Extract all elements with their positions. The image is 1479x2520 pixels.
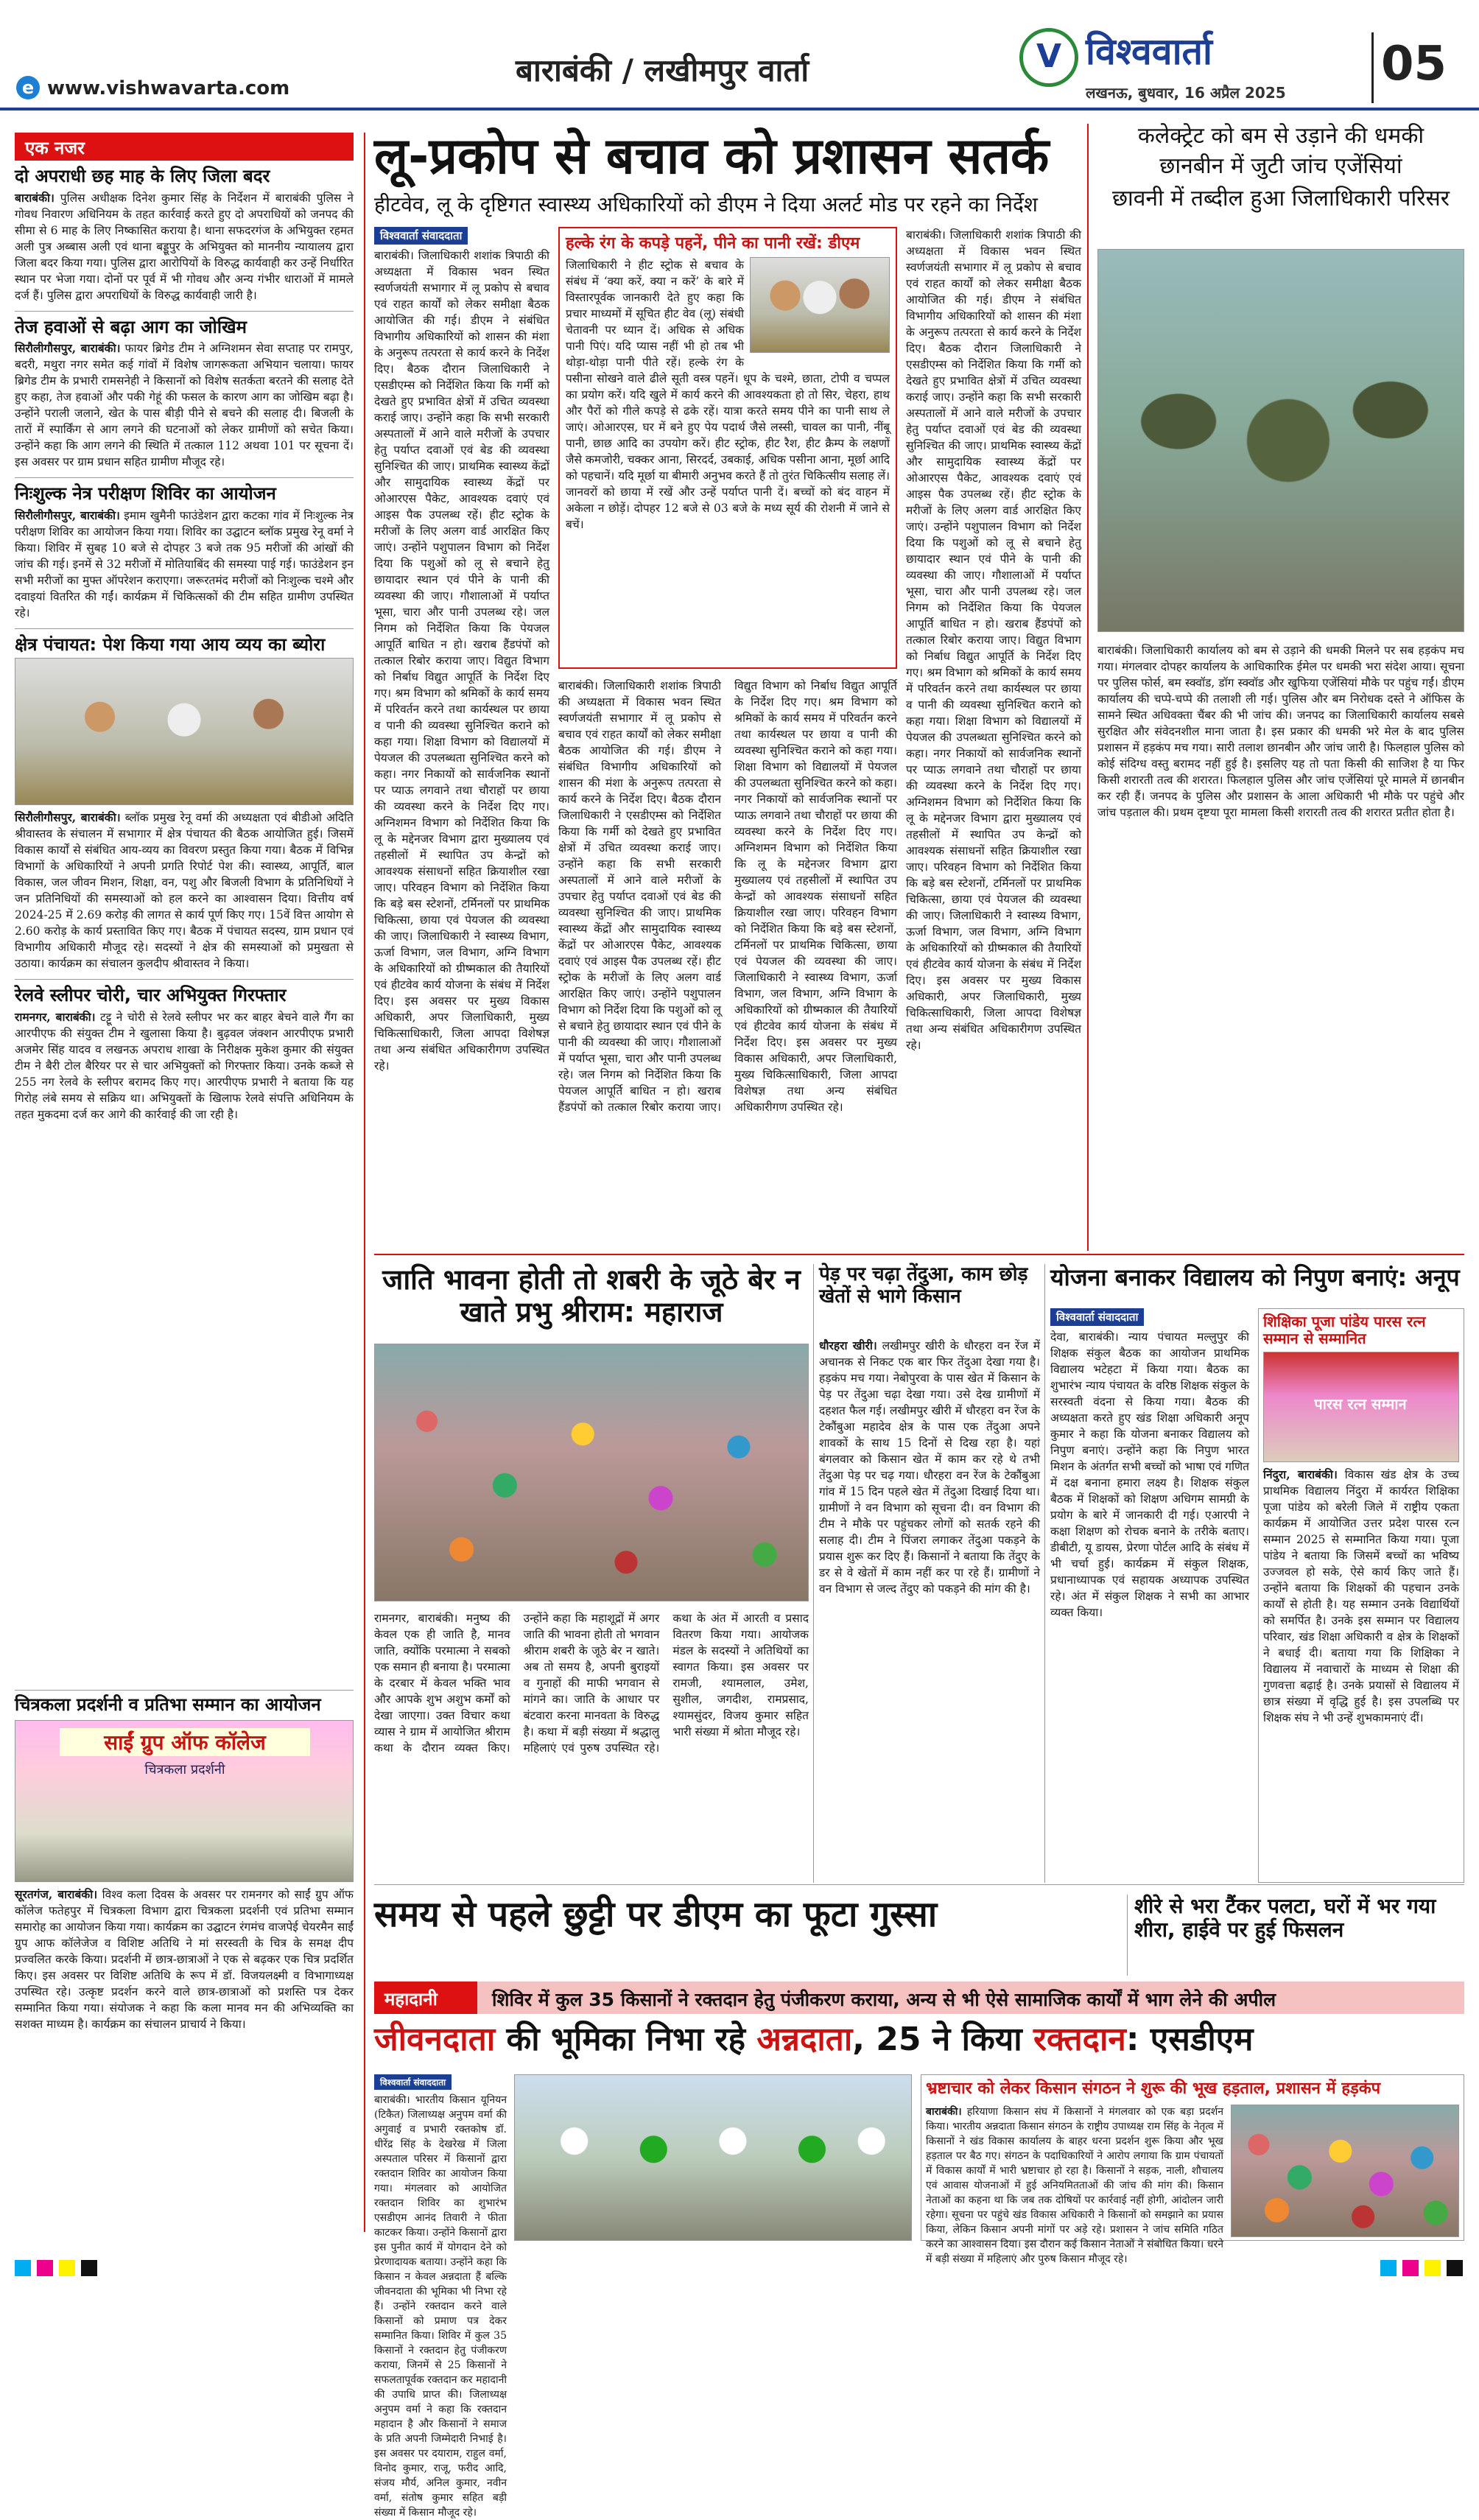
lead-box-body: जिलाधिकारी ने हीट स्ट्रोक से बचाव के संबंध में ‘क्या करें, क्या न करें’ के बारे में विस्तारपूर्वक जानकारी देते हुए कहा कि प्रचार माध्यमों में सूचित हीट वेव (लू) संबंधी चेतावनी पर ध्यान दें। अधिक से अधिक पानी पिएं। यदि प्यास नहीं भी हो तब भी थोड़ा-थोड़ा पानी पीते रहें। हल्के रंग के पसीना सोखने वाले ढीले सूती वस्त्र पहनें। धूप के चश्मे, छाता, टोपी व चप्पल का प्रयोग करें। यदि खुले में कार्य करने की आवश्यकता हो तो सिर, चेहरा, हाथ और पैरों को गीले कपड़े से ढके रहें। यात्रा करते समय पीने का पानी साथ ले जाएं। ओआरएस, घर में बने हुए पेय पदार्थ जैसे लस्सी, चावल का पानी, नींबू पानी, छाछ आदि का उपयोग करें। हीट स्ट्रोक, हीट रैश, हीट क्रैम्प के लक्षणों जैसे कमजोरी, चक्कर आना, सिरदर्द, उबकाई, अधिक पसीना आना, मूर्छा आदि को पहचानें। यदि मूर्छा या बीमारी अनुभव करते हैं तो तुरंत चिकित्सीय सलाह लें। जानवरों को छाया में रखें और उन्हें पर्याप्त पानी दें। बच्चों को बंद वाहन में अकेला न छोड़ें। दोपहर 12 बजे से 03 बजे के मध्य सूर्य की रोशनी में जाने से बचें। [566,259,890,532]
blood-byline: विश्ववार्ता संवाददाता [374,2074,452,2090]
blood-body-area [374,2074,912,2519]
nipun-story [1050,1264,1464,1883]
blood-headline-p3: अन्नदाता [756,2021,853,2058]
divider [15,628,354,629]
left-news-column [15,133,354,2239]
brief-item [15,635,354,972]
blood-headline [374,2021,1464,2059]
blood-headline-p1: जीवनदाता [374,2021,496,2058]
blood-story [374,2021,1464,2073]
lead-right-rule [1087,124,1089,1251]
brief-body: फायर ब्रिगेड टीम ने अग्निशमन सेवा सप्ताह पर रामपुर, बदरी, मथुरा नगर समेत कई गांवों में विशेष जागरूकता अभियान चलाया। फायर ब्रिगेड टीम के प्रभारी रामसनेही ने किसानों को विशेष सतर्कता बरतने की सलाह देते हुए कहा, तेज हवाओं और पकी गेहूं की फसल के कारण आग का जोखिम बढ़ा है। उन्होंने पराली जलाने, खेत के पास बीड़ी पीने से बचने की सलाह दी। बिजली के तारों में स्पार्किंग से आग लगने की घटनाओं को लेकर ग्रामीणों को सचेत किया। उन्होंने कहा कि आग लगने की स्थिति में तत्काल 112 अथवा 101 पर सूचना दें। इस अवसर पर ग्राम प्रधान सहित ग्रामीण मौजूद रहे। [15,342,354,469]
blood-left [374,2074,507,2519]
blood-headline-p6: : एसडीएम [1125,2021,1254,2058]
divider [15,311,354,312]
strike-body: हरियाणा किसान संघ में किसानों ने मंगलवार को एक बड़ा प्रदर्शन किया। भारतीय अन्नदाता किसान संगठन के राष्ट्रीय उपाध्यक्ष राम सिंह के नेतृत्व में किसानों ने खंड विकास कार्यालय के बाहर धरना प्रदर्शन शुरू किया और भूख हड़ताल पर बैठ गए। संगठन के पदाधिकारियों ने आरोप लगाया कि ग्राम पंचायतों में विकास कार्यों में भारी भ्रष्टाचार हो रहा है। किसानों ने सड़क, नाली, शौचालय एवं आवास योजनाओं में हुई अनियमितताओं की जांच की मांग की। किसान नेताओं का कहना था कि जब तक दोषियों पर कार्रवाई नहीं होगी, आंदोलन जारी रहेगा। सूचना पर पहुंचे खंड विकास अधिकारी ने किसानों को समझाने का प्रयास किया, लेकिन किसान अपनी मांगों पर अड़े रहे। प्रशासन ने जांच समिति गठित करने का आश्वासन दिया। इस दौरान कई किसान नेताओं ने संबोधित किया। धरने में बड़ी संख्या में महिलाएं और पुरुष किसान मौजूद रहे। [926,2106,1223,2265]
threat-headline-3: छावनी में तब्दील हुआ जिलाधिकारी परिसर [1111,186,1450,211]
brief-body: टट्टू ने चोरी से रेलवे स्लीपर भर कर बाहर बेचने वाले गैंग का आरपीएफ की संयुक्त टीम ने खुलासा किया है। बुढ़वल जंक्शन आरपीएफ प्रभारी अजमेर सिंह यादव व लखनऊ अपराध शाखा के निरीक्षक मुकेश कुमार की संयुक्त टीम ने बैरी टोल बैरियर पर से चार अभियुक्तों को गिरफ्तार किया। उनके कब्जे से 255 नग रेलवे के स्लीपर बरामद किए गए। आरपीएफ प्रभारी ने बताया कि यह गिरोह लंबे समय से सक्रिय था। अभियुक्तों के खिलाफ रेलवे संपत्ति अधिनियम के तहत मुकदमा दर्ज कर आगे की कार्रवाई की जा रही है। [15,1010,354,1121]
brief-text-wrap [15,810,354,972]
nipun-headline: योजना बनाकर विद्यालय को निपुण बनाएं: अनूप [1050,1263,1460,1291]
brief-place: सिरौलीगौसपुर, बाराबंकी। [15,810,121,825]
leopard-story [819,1264,1040,1883]
lead-box [558,227,897,669]
mid-rule [374,1884,1464,1885]
lead-body-cont: बाराबंकी। जिलाधिकारी शशांक त्रिपाठी की अध्यक्षता में विकास भवन स्थित स्वर्णजयंती सभागार में लू प्रकोप से बचाव एवं राहत कार्यों को लेकर समीक्षा बैठक आयोजित की गई। डीएम ने संबंधित विभागीय अधिकारियों को शासन की मंशा के अनुरूप तत्परता से कार्य करने के निर्देश दिए। बैठक दौरान जिलाधिकारी ने एसडीएम्स को निर्देशित किया कि गर्मी को देखते हुए प्रभावित क्षेत्रों में उचित व्यवस्था कराई जाए। उन्होंने कहा कि सभी सरकारी अस्पतालों में आने वाले मरीजों के उपचार हेतु पर्याप्त दवाओं एवं बेड की व्यवस्था सुनिश्चित की जाए। प्राथमिक स्वास्थ्य केंद्रों और सामुदायिक स्वास्थ्य केंद्रों पर ओआरएस पैकेट, आवश्यक दवाएं एवं आइस पैक उपलब्ध रहें। हीट स्ट्रोक के मरीजों के लिए अलग वार्ड आरक्षित किए जाएं। उन्होंने पशुपालन विभाग को निर्देश दिया कि पशुओं को लू से बचाने हेतु छायादार स्थान एवं पीने के पानी की व्यवस्था की जाए। गौशालाओं में पर्याप्त भूसा, चारा और पानी उपलब्ध रहे। जल निगम को निर्देशित किया कि पेयजल आपूर्ति बाधित न हो। खराब हैंडपंपों को तत्काल रिबोर कराया जाए। विद्युत विभाग को निर्बाध विद्युत आपूर्ति के निर्देश दिए गए। श्रम विभाग को श्रमिकों के कार्य समय में परिवर्तन करने तथा कार्यस्थल पर छाया व पानी की व्यवस्था सुनिश्चित कराने को कहा गया। शिक्षा विभाग को विद्यालयों में पेयजल की उपलब्धता सुनिश्चित करने को कहा। नगर निकायों को सार्वजनिक स्थानों पर प्याऊ लगवाने तथा चौराहों पर छाया की व्यवस्था करने के निर्देश दिए गए। अग्निशमन विभाग को निर्देशित किया कि लू के मद्देनजर विभाग द्वारा मुख्यालय एवं तहसीलों में स्थापित उप केन्द्रों को आवश्यक संसाधनों सहित क्रियाशील रखा जाए। परिवहन विभाग को निर्देशित किया कि बड़े बस स्टेशनों, टर्मिनलों पर प्राथमिक चिकित्सा, छाया एवं पेयजल की व्यवस्था की जाए। जिलाधिकारी ने स्वास्थ्य विभाग, ऊर्जा विभाग, जल विभाग, अग्नि विभाग के अधिकारियों को ग्रीष्मकाल की तैयारियों एवं हीटवेव कार्य योजना के संबंध में निर्देश दिए। इस अवसर पर मुख्य विकास अधिकारी, अपर जिलाधिकारी, मुख्य चिकित्साधिकारी, जिला आपदा विशेषज्ञ तथा अन्य संबंधित अधिकारीगण उपस्थित रहे। [558,679,897,1114]
website-badge[interactable] [16,76,296,102]
ticker-text: शिविर में कुल 35 किसानों ने रक्तदान हेतु पंजीकरण कराया, अन्य से भी ऐसे सामाजिक कार्यों में भाग लेने की अपील [492,1989,1276,2010]
left-item-painting [15,1690,354,2235]
brief-text-wrap [15,1009,354,1123]
magenta-swatch [37,2260,53,2276]
ek-nazar-label: एक नजर [25,138,85,158]
tanker-rule [1127,1895,1128,1976]
brief-body: पुलिस अधीक्षक दिनेश कुमार सिंह के निर्देशन में बाराबंकी पुलिस ने गोवध निवारण अधिनियम के तहत कार्रवाई करते हुए दो अपराधियों को जनपद की सीमा से 6 माह के लिए निष्कासित कराया है। थाना सफदरगंज के अभियुक्त रहमत अली पुत्र अब्बास अली एवं थाना बड्डूपुर के अभियुक्त को माननीय न्यायालय द्वारा जिला बदर किया गया। पुलिस द्वारा आरोपियों के विरुद्ध कार्यवाही कर उन्हें निर्धारित स्थान पर भेजा गया। दोनों पर पूर्व में भी गोवध और अन्य गंभीर धाराओं में मामले दर्ज हैं। पुलिस द्वारा अपराधियों के विरुद्ध कार्यवाही जारी है। [15,191,354,302]
threat-headline-2: छानबीन में जुटी जांच एजेंसियां [1159,152,1402,179]
nipun-byline: विश्ववार्ता संवाददाता [1050,1308,1144,1326]
lead-body-wrap [374,227,1081,1243]
brief-place: सूरतगंज, बाराबंकी। [15,1887,98,1901]
ticker-label-text: महादानी [384,1989,438,2010]
threat-story [1097,124,1464,1251]
yellow-swatch [59,2260,75,2276]
college-banner-photo [15,1720,354,1882]
shabri-rule [813,1264,814,1883]
blood-headline-p4: , 25 ने किया [852,2021,1022,2058]
leopard-body: लखीमपुर खीरी के धौरहरा वन रेंज में अचानक से निकट एक बार फिर तेंदुआ देखा गया है। हड़कंप मच गया। नेबोपुरवा के पास खेत में किसान के पेड़ पर तेंदुआ चढ़ा देखा गया। उसे देख ग्रामीणों में दहशत फैल गई। लखीमपुर खीरी में धौरहरा वन रेंज के टेकौंबुआ महादेव क्षेत्र के पास एक तेंदुआ अपने शावकों के साथ 15 दिनों से दिख रहा है। यहां बंगलवार को किसान खेत में काम कर रहे थे तभी तेंदुआ पेड़ पर चढ़ गया। धौरहरा वन रेंज के टेकौंबुआ गांव में 15 दिन पहले खेत में तेंदुआ दिखाई दिया था। ग्रामीणों ने वन विभाग को सूचना दी। वन विभाग की टीम ने मौके पर पहुंचकर लोगों को सतर्क रहने की सलाह दी। टीम ने पिंजरा लगाकर तेंदुआ पकड़ने के प्रयास शुरू कर दिए हैं। किसानों ने बताया कि तेंदुए के डर से वे खेतों में काम नहीं कर पा रहे हैं। ग्रामीणों ने वन विभाग से जल्द तेंदुए को पकड़ने की मांग की है। [819,1339,1040,1596]
shabri-story [374,1264,809,1883]
leopard-place: धौरहरा खीरी। [819,1338,877,1352]
dm-angry-headline: समय से पहले छुट्टी पर डीएम का फूटा गुस्सा [374,1894,938,1935]
brief-body: ब्लॉक प्रमुख रेनू वर्मा की अध्यक्षता एवं बीडीओ अदिति श्रीवास्तव के संचालन में सभागार में क्षेत्र पंचायत की बैठक आयोजित हुई। जिसमें विकास कार्यों से संबंधित आय-व्यय का विवरण प्रस्तुत किया गया। बैठक में विभिन्न विभागों के अधिकारियों ने अपनी प्रगति रिपोर्ट पेश की। स्वास्थ्य, आपूर्ति, बाल विकास, जल जीवन मिशन, शिक्षा, वन, पशु और बिजली विभाग के प्रतिनिधियों ने जन प्रतिनिधियों की समस्याओं को हल करने का आश्वासन दिया। वित्तीय वर्ष 2024-25 में 2.69 करोड़ की लागत से कार्य पूर्ण किए गए। 15वें वित्त आयोग से 2.60 करोड़ के कार्य प्रस्तावित किए गए। बैठक में पंचायत सदस्य, ग्राम प्रधान एवं विभागीय अधिकारी मौजूद रहे। सदस्यों ने क्षेत्र की समस्याओं को प्रमुखता से उठाया। कार्यक्रम का संचालन कुलदीप श्रीवास्तव ने किया। [15,811,354,971]
black-swatch [1447,2260,1463,2276]
katha-crowd-photo [374,1344,809,1601]
strike-photo [1231,2105,1459,2237]
brief-text-wrap [15,508,354,621]
threat-body: बाराबंकी। जिलाधिकारी कार्यालय को बम से उड़ाने की धमकी मिलने पर सब हड़कंप मच गया। मंगलवार दोपहर कार्यालय के आधिकारिक ईमेल पर धमकी भरा संदेश आया। सूचना पर पुलिस फोर्स, बम स्क्वॉड, डॉग स्क्वॉड और खुफिया एजेंसियां मौके पर पहुंच गईं। डीएम कार्यालय की चप्पे-चप्पे की तलाशी ली गई। पुलिस और बम निरोधक दस्ते ने ऑफिस के सामने स्थित अधिवक्ता चैंबर की भी जांच की। जनपद का जिलाधिकारी कार्यालय सबसे सुरक्षित और संवेदनशील माना जाता है। इस प्रकार की धमकी भरे मेल के बाद पुलिस प्रशासन में हड़कंप मच गया। सारी तलाश छानबीन और जांच जारी है। फिलहाल पुलिस को कोई संदिग्ध वस्तु बरामद नहीं हुई है। इसलिए यह तो पता किसी की साजिश है या फिर किसी शरारती तत्व की शरारत। फिलहाल पुलिस और जांच एजेंसियां पूरे मामले में छानबीन कर रही हैं। जनपद के पुलिस और प्रशासन के आला अधिकारी भी मौके पर पहुंचे और जांच पड़ताल की। प्रथम दृष्टया पूरा मामला किसी शरारती तत्व की शरारत प्रतीत होता है। [1097,644,1464,819]
left-items [15,166,354,1684]
nipun-body: देवा, बाराबंकी। न्याय पंचायत मल्लुपुर की शिक्षक संकुल बैठक का आयोजन प्राथमिक विद्यालय भटेहटा में किया गया। बैठक का शुभारंभ न्याय पंचायत के वरिष्ठ शिक्षक संकुल के सरस्वती वंदना से किया गया। बैठक की अध्यक्षता करते हुए खंड शिक्षा अधिकारी अनूप कुमार ने कहा कि योजना बनाकर विद्यालय को निपुण बनाएं। उन्होंने कहा कि निपुण भारत मिशन के अंतर्गत सभी बच्चों को भाषा एवं गणित में दक्ष बनाना हमारा लक्ष्य है। शिक्षक संकुल बैठक में शिक्षकों को शिक्षण अधिगम सामग्री के प्रयोग के बारे में जानकारी दी गई। एआरपी ने कक्षा शिक्षण को रोचक बनाने के तरीके बताए। डीबीटी, यू डायस, प्रेरणा पोर्टल आदि के संबंध में भी चर्चा हुई। कार्यक्रम में संकुल शिक्षक, प्रधानाध्यापक एवं सहायक अध्यापक उपस्थित रहे। अंत में संकुल शिक्षक ने सभी का आभार व्यक्त किया। [1050,1330,1249,1619]
lead-body-cont: बाराबंकी। जिलाधिकारी शशांक त्रिपाठी की अध्यक्षता में विकास भवन स्थित स्वर्णजयंती सभागार में लू प्रकोप से बचाव एवं राहत कार्यों को लेकर समीक्षा बैठक आयोजित की गई। डीएम ने संबंधित विभागीय अधिकारियों को शासन की मंशा के अनुरूप तत्परता से कार्य करने के निर्देश दिए। बैठक दौरान जिलाधिकारी ने एसडीएम्स को निर्देशित किया कि गर्मी को देखते हुए प्रभावित क्षेत्रों में उचित व्यवस्था कराई जाए। उन्होंने कहा कि सभी सरकारी अस्पतालों में आने वाले मरीजों के उपचार हेतु पर्याप्त दवाओं एवं बेड की व्यवस्था सुनिश्चित की जाए। प्राथमिक स्वास्थ्य केंद्रों और सामुदायिक स्वास्थ्य केंद्रों पर ओआरएस पैकेट, आवश्यक दवाएं एवं आइस पैक उपलब्ध रहें। हीट स्ट्रोक के मरीजों के लिए अलग वार्ड आरक्षित किए जाएं। उन्होंने पशुपालन विभाग को निर्देश दिया कि पशुओं को लू से बचाने हेतु छायादार स्थान एवं पीने के पानी की व्यवस्था की जाए। गौशालाओं में पर्याप्त भूसा, चारा और पानी उपलब्ध रहे। जल निगम को निर्देशित किया कि पेयजल आपूर्ति बाधित न हो। खराब हैंडपंपों को तत्काल रिबोर कराया जाए। विद्युत विभाग को निर्बाध विद्युत आपूर्ति के निर्देश दिए गए। श्रम विभाग को श्रमिकों के कार्य समय में परिवर्तन करने तथा कार्यस्थल पर छाया व पानी की व्यवस्था सुनिश्चित कराने को कहा गया। शिक्षा विभाग को विद्यालयों में पेयजल की उपलब्धता सुनिश्चित करने को कहा। नगर निकायों को सार्वजनिक स्थानों पर प्याऊ लगवाने तथा चौराहों पर छाया की व्यवस्था करने के निर्देश दिए गए। अग्निशमन विभाग को निर्देशित किया कि लू के मद्देनजर विभाग द्वारा मुख्यालय एवं तहसीलों में स्थापित उप केन्द्रों को आवश्यक संसाधनों सहित क्रियाशील रखा जाए। परिवहन विभाग को निर्देशित किया कि बड़े बस स्टेशनों, टर्मिनलों पर प्राथमिक चिकित्सा, छाया एवं पेयजल की व्यवस्था की जाए। जिलाधिकारी ने स्वास्थ्य विभाग, ऊर्जा विभाग, जल विभाग, अग्नि विभाग के अधिकारियों को ग्रीष्मकाल की तैयारियों एवं हीटवेव कार्य योजना के संबंध में निर्देश दिए। इस अवसर पर मुख्य विकास अधिकारी, अपर जिलाधिकारी, मुख्य चिकित्साधिकारी, जिला आपदा विशेषज्ञ तथा अन्य संबंधित अधिकारीगण उपस्थित रहे। [906,228,1081,1052]
nipun-left [1050,1308,1249,1883]
leopard-headline: पेड़ पर चढ़ा तेंदुआ, काम छोड़ खेतों से भागे किसान [819,1263,1028,1308]
meeting-photo [15,658,354,805]
brief-title: रेलवे स्लीपर चोरी, चार अभियुक्त गिरफ्तार [15,985,287,1006]
banner-sub: चित्रकला प्रदर्शनी [144,1761,225,1777]
tanker-story [1134,1895,1464,1976]
threat-text-wrap [1097,642,1464,1246]
brief-title: निःशुल्क नेत्र परीक्षण शिविर का आयोजन [15,483,276,505]
ek-nazar-tag [15,133,354,161]
brief-place: रामनगर, बाराबंकी। [15,1009,96,1024]
dateline: लखनऊ, बुधवार, 16 अप्रैल 2025 [1086,84,1286,102]
shabri-body: रामनगर, बाराबंकी। मनुष्य की केवल एक ही जाति है, मानव जाति, क्योंकि परमात्मा ने सबको एक समान ही बनाया है। परमात्मा के दरबार में केवल भक्ति भाव और आपके शुभ अशुभ कर्मों को देखा जाएगा। उक्त विचार कथा व्यास ने ग्राम में आयोजित श्रीराम कथा के दौरान व्यक्त किए। उन्होंने कहा कि महाशूद्रों में अगर जाति की भावना होती तो भगवान श्रीराम शबरी के जूठे बेर न खाते। अब तो समय है, अपनी बुराइयों व गुनाहों की माफी भगवान से मांगने का। जाति के आधार पर बंटवारा करना मानवता के विरुद्ध है। कथा में बड़ी संख्या में श्रद्धालु महिलाएं एवं पुरुष उपस्थित रहे। कथा के अंत में आरती व प्रसाद वितरण किया गया। आयोजक मंडल के सदस्यों ने अतिथियों का स्वागत किया। इस अवसर पर रामजी, श्यामलाल, उमेश, सुशील, जगदीश, रामप्रसाद, श्यामसुंदर, विजय कुमार सहित भारी संख्या में श्रोता मौजूद रहे। [374,1612,809,1755]
brief-text-wrap [15,1887,354,2032]
brief-text-wrap [15,190,354,303]
lead-col-a [374,227,549,1243]
yellow-swatch [1424,2260,1441,2276]
divider [15,477,354,478]
lead-col-b [558,678,897,1238]
page-number-value: 05 [1381,37,1447,91]
black-swatch [81,2260,97,2276]
pooja-place: निंदुरा, बाराबंकी। [1263,1467,1338,1481]
tanker-headline: शीरे से भरा टैंकर पलटा, घरों में भर गया शीरा, हाईवे पर हुई फिसलन [1134,1894,1436,1942]
brief-title: दो अपराधी छह माह के लिए जिला बदर [15,166,270,186]
leopard-rule [1044,1264,1045,1883]
blood-donation-photo [514,2074,912,2241]
dm-angry-story [374,1895,1123,1976]
award-photo [1263,1352,1459,1462]
blood-headline-p5: रक्तदान [1033,2021,1126,2058]
masthead [0,0,1479,110]
strike-text-wrap [926,2105,1223,2265]
brief-item [15,986,354,1123]
cyan-swatch [15,2260,31,2276]
web-icon: e [16,76,40,99]
brief-title: चित्रकला प्रदर्शनी व प्रतिभा सम्मान का आयोजन [15,1694,321,1715]
pooja-headline: शिक्षिका पूजा पांडेय पारस रत्न सम्मान से सम्मानित [1263,1313,1426,1347]
logo-letter: V [1036,38,1062,75]
pooja-text-wrap [1263,1467,1459,1726]
brief-title: क्षेत्र पंचायत: पेश किया गया आय व्यय का ब्योरा [15,633,326,655]
lead-subhead: हीटवेव, लू के दृष्टिगत स्वास्थ्य अधिकारियों को डीएम ने दिया अलर्ट मोड पर रहने का निर्देश [374,192,1038,217]
brief-item [15,166,354,303]
strike-story [921,2074,1464,2265]
brief-body: इमाम खुमैनी फाउंडेशन द्वारा कटका गांव में निःशुल्क नेत्र परीक्षण शिविर का आयोजन किया गया। शिविर का उद्घाटन ब्लॉक प्रमुख रेनू वर्मा ने किया। शिविर में सुबह 10 बजे से दोपहर 3 बजे तक 95 मरीजों की आंखों की जांच की गई। इनमें से 32 मरीजों में मोतियाबिंद की समस्या पाई गई। फाउंडेशन इन सभी मरीजों का मुफ्त ऑपरेशन कराएगा। जरूरतमंद मरीजों को निःशुल्क चश्मे और दवाइयां वितरित की गईं। कार्यक्रम में चिकित्सकों की टीम सहित ग्रामीण उपस्थित रहे। [15,508,354,620]
divider [15,979,354,980]
shabri-headline: जाति भावना होती तो शबरी के जूठे बेर न खाते प्रभु श्रीराम: महाराज [382,1263,801,1328]
threat-headline-1: कलेक्ट्रेट को बम से उड़ाने की धमकी [1137,123,1424,149]
brief-place: सिरौलीगौसपुर, बाराबंकी। [15,341,121,356]
dm-photo [750,257,890,353]
masthead-rule [0,108,1479,110]
page-number [1371,32,1461,103]
cyan-swatch [1380,2260,1397,2276]
brand-logo-icon [1019,28,1078,87]
brief-text-wrap [15,340,354,470]
section-title: बाराबंकी / लखीमपुर वार्ता [516,52,809,88]
strike-place: बाराबंकी। [926,2106,962,2118]
leopard-text-wrap [819,1338,1040,1875]
magenta-swatch [1402,2260,1419,2276]
registration-strip [15,2254,1464,2284]
security-forces-photo [1097,249,1464,632]
lead-headline: लू-प्रकोप से बचाव को प्रशासन सतर्क [374,127,1050,186]
website-url[interactable]: www.vishwavarta.com [47,77,290,99]
lead-body: बाराबंकी। जिलाधिकारी शशांक त्रिपाठी की अध्यक्षता में विकास भवन स्थित स्वर्णजयंती सभागार में लू प्रकोप से बचाव एवं राहत कार्यों को लेकर समीक्षा बैठक आयोजित की गई। डीएम ने संबंधित विभागीय अधिकारियों को शासन की मंशा के अनुरूप तत्परता से कार्य करने के निर्देश दिए। बैठक दौरान जिलाधिकारी ने एसडीएम्स को निर्देशित किया कि गर्मी को देखते हुए प्रभावित क्षेत्रों में उचित व्यवस्था कराई जाए। उन्होंने कहा कि सभी सरकारी अस्पतालों में आने वाले मरीजों के उपचार हेतु पर्याप्त दवाओं एवं बेड की व्यवस्था सुनिश्चित की जाए। प्राथमिक स्वास्थ्य केंद्रों और सामुदायिक स्वास्थ्य केंद्रों पर ओआरएस पैकेट, आवश्यक दवाएं एवं आइस पैक उपलब्ध रहें। हीट स्ट्रोक के मरीजों के लिए अलग वार्ड आरक्षित किए जाएं। उन्होंने पशुपालन विभाग को निर्देश दिया कि पशुओं को लू से बचाने हेतु छायादार स्थान एवं पीने के पानी की व्यवस्था की जाए। गौशालाओं में पर्याप्त भूसा, चारा और पानी उपलब्ध रहे। जल निगम को निर्देशित किया कि पेयजल आपूर्ति बाधित न हो। खराब हैंडपंपों को तत्काल रिबोर कराया जाए। विद्युत विभाग को निर्बाध विद्युत आपूर्ति के निर्देश दिए गए। श्रम विभाग को श्रमिकों के कार्य समय में परिवर्तन करने तथा कार्यस्थल पर छाया व पानी की व्यवस्था सुनिश्चित कराने को कहा गया। शिक्षा विभाग को विद्यालयों में पेयजल की उपलब्धता सुनिश्चित करने को कहा। नगर निकायों को सार्वजनिक स्थानों पर प्याऊ लगवाने तथा चौराहों पर छाया की व्यवस्था करने के निर्देश दिए गए। अग्निशमन विभाग को निर्देशित किया कि लू के मद्देनजर विभाग द्वारा मुख्यालय एवं तहसीलों में स्थापित उप केन्द्रों को आवश्यक संसाधनों सहित क्रियाशील रखा जाए। परिवहन विभाग को निर्देशित किया कि बड़े बस स्टेशनों, टर्मिनलों पर प्राथमिक चिकित्सा, छाया एवं पेयजल की व्यवस्था की जाए। जिलाधिकारी ने स्वास्थ्य विभाग, ऊर्जा विभाग, जल विभाग, अग्नि विभाग के अधिकारियों को ग्रीष्मकाल की तैयारियों एवं हीटवेव कार्य योजना के संबंध में निर्देश दिए। इस अवसर पर मुख्य विकास अधिकारी, अपर जिलाधिकारी, मुख्य चिकित्साधिकारी, जिला आपदा विशेषज्ञ तथा अन्य संबंधित अधिकारीगण उपस्थित रहे। [374,249,549,1073]
ticker-label [374,1982,477,2014]
banner-text: साईं ग्रुप ऑफ कॉलेज [60,1728,310,1756]
lead-col-c [906,227,1081,1243]
brief-item [15,317,354,471]
award-banner-text: पारस रत्न सम्मान [1314,1395,1407,1413]
brief-place: बाराबंकी। [15,190,55,205]
lead-story [374,124,1081,1251]
brief-place: सिरौलीगौसपुर, बाराबंकी। [15,508,120,522]
brief-item [15,484,354,621]
lead-bottom-rule [374,1254,1464,1255]
brief-title: तेज हवाओं से बढ़ा आग का जोखिम [15,316,247,337]
ticker-strip [374,1982,1464,2014]
strike-headline: भ्रष्टाचार को लेकर किसान संगठन ने शुरू की भूख हड़ताल, प्रशासन में हड़कंप [926,2079,1381,2098]
blood-headline-p2: की भूमिका निभा रहे [506,2021,745,2058]
left-column-rule [364,133,365,2232]
lead-byline: विश्ववार्ता संवाददाता [374,227,468,245]
blood-body: बाराबंकी। भारतीय किसान यूनियन (टिकैत) जिलाध्यक्ष अनुपम वर्मा की अगुवाई व प्रभारी रक्तकोष डॉ. धीरेंद्र सिंह के देखरेख में जिला अस्पताल परिसर में किसानों द्वारा रक्तदान शिविर का आयोजन किया गया। मंगलवार को आयोजित रक्तदान शिविर का शुभारंभ एसडीएम आनंद तिवारी ने फीता काटकर किया। उन्होंने किसानों द्वारा इस पुनीत कार्य में योगदान देने को प्रेरणादायक बताया। उन्होंने कहा कि किसान न केवल अन्नदाता हैं बल्कि जीवनदाता की भूमिका भी निभा रहे हैं। उन्होंने रक्तदान करने वाले किसानों को प्रमाण पत्र देकर सम्मानित किया। शिविर में कुल 35 किसानों ने रक्तदान हेतु पंजीकरण कराया, जिनमें से 25 किसानों ने सफलतापूर्वक रक्तदान कर महादानी की उपाधि प्राप्त की। जिलाध्यक्ष अनुपम वर्मा ने कहा कि रक्तदान महादान है और किसानों ने समाज के प्रति अपनी जिम्मेदारी निभाई है। इस अवसर पर दयाराम, राहुल वर्मा, विनोद कुमार, राजू, फरीद आदि, संजय मौर्य, अनिल कुमार, नवीन वर्मा, संतोष कुमार सहित बड़ी संख्या में किसान मौजूद रहे। [374,2094,507,2519]
pooja-body: विकास खंड क्षेत्र के उच्च प्राथमिक विद्यालय निंदुरा में कार्यरत शिक्षिका पूजा पांडेय को बरेली जिले में राष्ट्रीय एकता कार्यक्रम में आयोजित उत्तर प्रदेश पारस रत्न सम्मान 2025 से सम्मानित किया गया। पूजा पांडेय ने बताया कि जिसमें बच्चों का भविष्य उज्जवल हो सके, ऐसे कार्य किए जाते हैं। उन्होंने बताया कि शिक्षकों की पहचान उनके कार्यों से होती है। यह सम्मान उनके विद्यार्थियों को समर्पित है। उनके इस सम्मान पर विद्यालय परिवार, खंड शिक्षा अधिकारी व क्षेत्र के शिक्षकों ने बधाई दी। बताया गया कि शिक्षिका ने विद्यालय में नवाचारों के माध्यम से शिक्षा की गुणवत्ता बढ़ाई है। उनके प्रयासों से विद्यालय में छात्र संख्या में वृद्धि हुई है। इस उपलब्धि पर शिक्षक संघ ने भी उन्हें शुभकामनाएं दीं। [1263,1468,1460,1724]
lead-box-title: हल्के रंग के कपड़े पहनें, पीने का पानी रखें: डीएम [566,234,860,253]
dm-angry-body-block [374,1954,1123,1961]
pooja-box [1258,1308,1464,1883]
brand-name: विश्ववार्ता [1086,30,1212,73]
brief-body: विश्व कला दिवस के अवसर पर रामनगर को साईं ग्रुप ऑफ कॉलेज फतेहपुर में चित्रकला विभाग द्वारा चित्रकला प्रदर्शनी एवं प्रतिभा सम्मान समारोह का आयोजन किया गया। कार्यक्रम का उद्घाटन रंगमंच वाजपेई चेयरमैन साईं ग्रुप आफ कॉलेजेज व विशिष्ट अतिथि ने मां सरस्वती के चित्र के समक्ष दीप प्रज्वलित करके किया। प्रदर्शनी में छात्र-छात्राओं ने एक से बढ़कर एक चित्र प्रदर्शित किए। इस अवसर पर विशिष्ट अतिथि के रूप में डॉ. विजयलक्ष्मी व विभागाध्यक्ष उपस्थित रहे। उत्कृष्ट प्रदर्शन करने वाले छात्र-छात्राओं को प्रशस्ति पत्र देकर सम्मानित किया गया। संयोजक ने कहा कि कला मानव मन की अभिव्यक्ति का सशक्त माध्यम है। कार्यक्रम का संचालन प्राचार्य ने किया। [15,1887,354,2031]
